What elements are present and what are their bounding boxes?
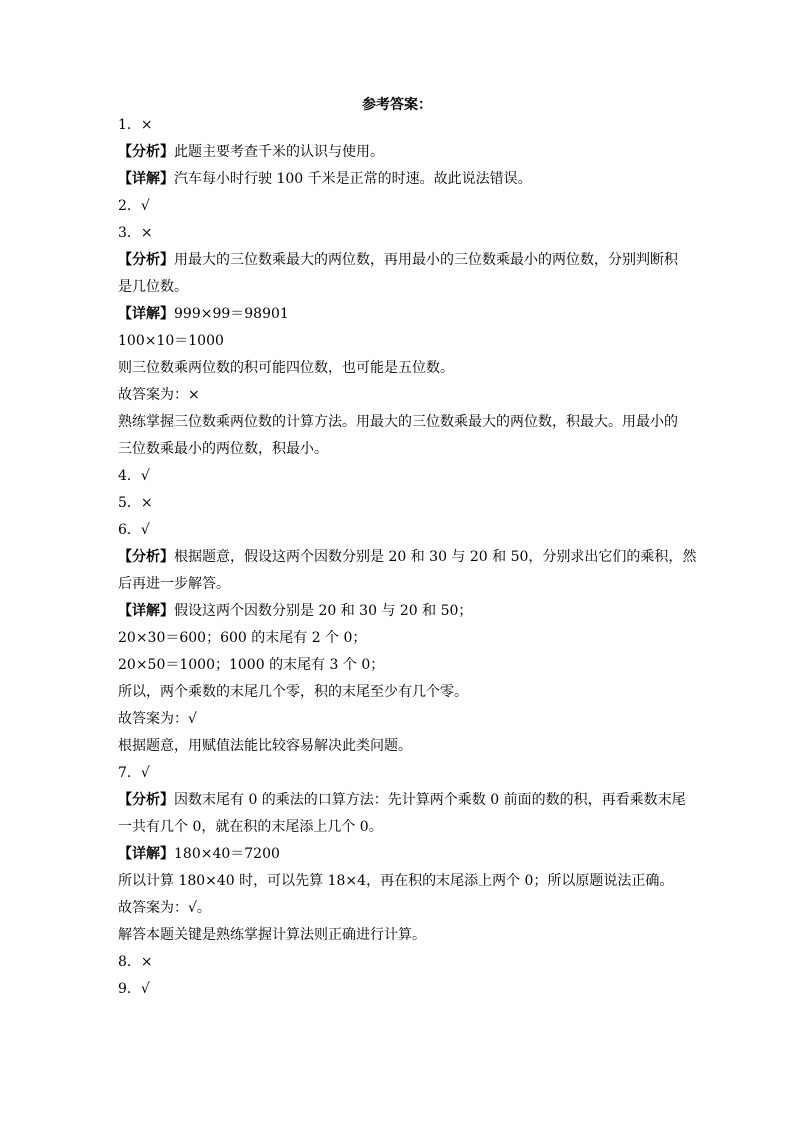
line-text: 2．√	[118, 198, 150, 214]
answer-line	[118, 139, 678, 166]
line-text: 熟练掌握三位数乘两位数的计算方法。用最大的三位数乘最大的两位数，积最大。用最小的	[118, 414, 678, 430]
line-text: 5．×	[118, 495, 153, 511]
answer-line	[118, 598, 678, 625]
answer-line	[118, 868, 678, 895]
line-text: 是几位数。	[118, 279, 188, 295]
answer-line	[118, 409, 678, 436]
answer-line	[118, 436, 678, 463]
line-text: 1．×	[118, 117, 153, 133]
answer-line	[118, 463, 678, 490]
line-text: 所以计算 180×40 时，可以先算 18×4，再在积的末尾添上两个 0；所以原题说法正确。	[118, 873, 674, 889]
line-text: 解答本题关键是熟练掌握计算法则正确进行计算。	[118, 927, 426, 943]
line-text: 20×50＝1000；1000 的末尾有 3 个 0；	[118, 657, 385, 673]
line-text: 则三位数乘两位数的积可能四位数，也可能是五位数。	[118, 360, 454, 376]
answer-line	[118, 814, 678, 841]
answer-line	[118, 274, 678, 301]
line-text: 180×40＝7200	[174, 846, 280, 862]
answer-line	[118, 895, 678, 922]
line-text: 一共有几个 0，就在积的末尾添上几个 0。	[118, 819, 383, 835]
section-tag: 【分析】	[118, 252, 174, 268]
answer-line	[118, 976, 678, 1003]
answer-line	[118, 625, 678, 652]
line-text: 后再进一步解答。	[118, 576, 230, 592]
answer-content	[118, 112, 697, 1003]
section-tag: 【分析】	[118, 549, 174, 565]
answer-line	[118, 544, 697, 571]
line-text: 8．×	[118, 954, 153, 970]
section-tag: 【分析】	[118, 792, 174, 808]
section-tag: 【详解】	[118, 603, 174, 619]
answer-line	[118, 301, 678, 328]
line-text: 根据题意，用赋值法能比较容易解决此类问题。	[118, 738, 412, 754]
line-text: 故答案为：×	[118, 387, 200, 403]
line-text: 4．√	[118, 468, 150, 484]
line-text: 因数末尾有 0 的乘法的口算方法：先计算两个乘数 0 前面的数的积，再看乘数末尾	[174, 792, 686, 808]
section-tag: 【详解】	[118, 846, 174, 862]
line-text: 所以，两个乘数的末尾几个零，积的末尾至少有几个零。	[118, 684, 468, 700]
answer-line	[118, 733, 678, 760]
page-title: 参考答案：	[362, 97, 432, 113]
answer-line	[118, 328, 678, 355]
line-text: 100×10＝1000	[118, 333, 224, 349]
answer-line	[118, 355, 678, 382]
answer-line	[118, 517, 678, 544]
answer-line	[118, 166, 678, 193]
line-text: 根据题意，假设这两个因数分别是 20 和 30 与 20 和 50，分别求出它们的乘积，然	[174, 549, 697, 565]
line-text: 999×99＝98901	[174, 306, 289, 322]
line-text: 假设这两个因数分别是 20 和 30 与 20 和 50；	[174, 603, 473, 619]
line-text: 故答案为：√。	[118, 900, 211, 916]
answer-line	[118, 922, 678, 949]
answer-line	[118, 382, 678, 409]
answer-line	[118, 247, 678, 274]
section-tag: 【分析】	[118, 144, 174, 160]
line-text: 3．×	[118, 225, 153, 241]
answer-line	[118, 760, 678, 787]
answer-line	[118, 949, 678, 976]
answer-line	[118, 490, 678, 517]
line-text: 6．√	[118, 522, 150, 538]
section-tag: 【详解】	[118, 306, 174, 322]
line-text: 9．√	[118, 981, 150, 997]
answer-line	[118, 679, 678, 706]
answer-line	[118, 787, 686, 814]
answer-line	[118, 841, 678, 868]
line-text: 三位数乘最小的两位数，积最小。	[118, 441, 328, 457]
line-text: 此题主要考查千米的认识与使用。	[174, 144, 384, 160]
answer-line	[118, 112, 678, 139]
answer-line	[118, 193, 678, 220]
line-text: 汽车每小时行驶 100 千米是正常的时速。故此说法错误。	[174, 171, 532, 187]
answer-line	[118, 571, 678, 598]
answer-line	[118, 220, 678, 247]
answer-line	[118, 706, 678, 733]
line-text: 7．√	[118, 765, 150, 781]
answer-line	[118, 652, 678, 679]
line-text: 20×30＝600；600 的末尾有 2 个 0；	[118, 630, 367, 646]
section-tag: 【详解】	[118, 171, 174, 187]
line-text: 用最大的三位数乘最大的两位数，再用最小的三位数乘最小的两位数，分别判断积	[174, 252, 678, 268]
line-text: 故答案为：√	[118, 711, 197, 727]
